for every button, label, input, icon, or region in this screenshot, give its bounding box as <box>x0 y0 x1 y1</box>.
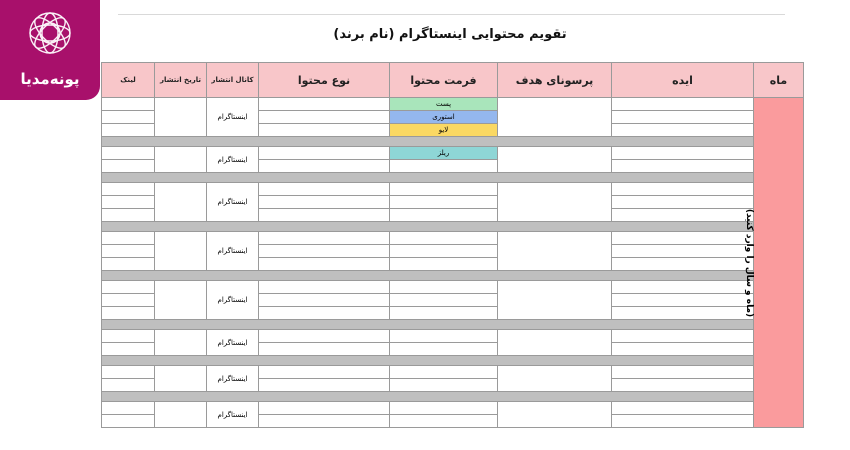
link-cell[interactable] <box>102 330 155 343</box>
format-cell[interactable] <box>390 307 498 320</box>
pattern-logo-icon <box>0 0 100 70</box>
date-cell[interactable] <box>155 147 207 173</box>
channel-cell[interactable]: اینستاگرام <box>207 402 259 428</box>
idea-cell[interactable] <box>612 281 754 294</box>
type-cell[interactable] <box>259 160 390 173</box>
idea-cell[interactable] <box>612 294 754 307</box>
link-cell[interactable] <box>102 160 155 173</box>
table-row <box>102 232 804 245</box>
date-cell[interactable] <box>155 232 207 271</box>
link-cell[interactable] <box>102 258 155 271</box>
format-cell[interactable] <box>390 415 498 428</box>
idea-cell[interactable] <box>612 402 754 415</box>
type-cell[interactable] <box>259 402 390 415</box>
col-format: فرمت محتوا <box>390 63 498 98</box>
type-cell[interactable] <box>259 98 390 111</box>
channel-cell[interactable]: اینستاگرام <box>207 330 259 356</box>
separator-row <box>102 271 804 281</box>
table-row <box>102 330 804 343</box>
format-cell[interactable] <box>390 402 498 415</box>
separator-row <box>102 320 804 330</box>
type-cell[interactable] <box>259 307 390 320</box>
idea-cell[interactable] <box>612 366 754 379</box>
link-cell[interactable] <box>102 402 155 415</box>
persona-cell[interactable] <box>498 183 612 222</box>
format-cell[interactable] <box>390 366 498 379</box>
idea-cell[interactable] <box>612 147 754 160</box>
col-idea: ایده <box>612 63 754 98</box>
link-cell[interactable] <box>102 281 155 294</box>
persona-cell[interactable] <box>498 402 612 428</box>
type-cell[interactable] <box>259 258 390 271</box>
format-cell[interactable] <box>390 379 498 392</box>
date-cell[interactable] <box>155 281 207 320</box>
format-cell-story[interactable]: استوری <box>390 111 498 124</box>
persona-cell[interactable] <box>498 330 612 356</box>
format-cell[interactable] <box>390 281 498 294</box>
date-cell[interactable] <box>155 366 207 392</box>
persona-cell[interactable] <box>498 281 612 320</box>
idea-cell[interactable] <box>612 379 754 392</box>
format-cell-post[interactable]: پست <box>390 98 498 111</box>
type-cell[interactable] <box>259 209 390 222</box>
idea-cell[interactable] <box>612 160 754 173</box>
idea-cell[interactable] <box>612 98 754 111</box>
type-cell[interactable] <box>259 124 390 137</box>
format-cell[interactable] <box>390 245 498 258</box>
link-cell[interactable] <box>102 232 155 245</box>
link-cell[interactable] <box>102 183 155 196</box>
date-cell[interactable] <box>155 402 207 428</box>
format-cell[interactable] <box>390 160 498 173</box>
persona-cell[interactable] <box>498 147 612 173</box>
idea-cell[interactable] <box>612 307 754 320</box>
format-cell[interactable] <box>390 294 498 307</box>
link-cell[interactable] <box>102 307 155 320</box>
separator-row <box>102 356 804 366</box>
link-cell[interactable] <box>102 209 155 222</box>
content-calendar-table <box>101 62 804 428</box>
link-cell[interactable] <box>102 294 155 307</box>
idea-cell[interactable] <box>612 343 754 356</box>
type-cell[interactable] <box>259 111 390 124</box>
idea-cell[interactable] <box>612 209 754 222</box>
persona-cell[interactable] <box>498 98 612 137</box>
separator-row <box>102 173 804 183</box>
idea-cell[interactable] <box>612 111 754 124</box>
idea-cell[interactable] <box>612 245 754 258</box>
month-cell[interactable] <box>743 98 804 428</box>
format-cell[interactable] <box>390 196 498 209</box>
channel-cell[interactable]: اینستاگرام <box>207 366 259 392</box>
top-divider <box>118 14 785 15</box>
link-cell[interactable] <box>102 379 155 392</box>
table-row <box>102 147 804 160</box>
idea-cell[interactable] <box>612 415 754 428</box>
format-cell[interactable] <box>390 183 498 196</box>
idea-cell[interactable] <box>612 330 754 343</box>
format-cell[interactable] <box>390 209 498 222</box>
link-cell[interactable] <box>102 366 155 379</box>
separator-row <box>102 222 804 232</box>
link-cell[interactable] <box>102 245 155 258</box>
channel-cell[interactable]: اینستاگرام <box>207 98 259 137</box>
date-cell[interactable] <box>155 330 207 356</box>
link-cell[interactable] <box>102 147 155 160</box>
page-title: تقویم محتوایی اینستاگرام (نام برند) <box>333 27 567 42</box>
type-cell[interactable] <box>259 294 390 307</box>
brand-logo <box>0 0 100 100</box>
idea-cell[interactable] <box>612 183 754 196</box>
format-cell[interactable] <box>390 343 498 356</box>
link-cell[interactable] <box>102 111 155 124</box>
persona-cell[interactable] <box>498 366 612 392</box>
type-cell[interactable] <box>259 366 390 379</box>
separator-row <box>102 137 804 147</box>
col-date: تاریخ انتشار <box>155 63 207 98</box>
link-cell[interactable] <box>102 124 155 137</box>
persona-cell[interactable] <box>498 232 612 271</box>
idea-cell[interactable] <box>612 124 754 137</box>
date-cell[interactable] <box>155 98 207 137</box>
type-cell[interactable] <box>259 232 390 245</box>
format-cell-reels[interactable]: ریلز <box>390 147 498 160</box>
month-label: (ماه و سال را وارد کنید) <box>743 208 754 317</box>
table-row <box>102 281 804 294</box>
type-cell[interactable] <box>259 183 390 196</box>
separator-row <box>102 392 804 402</box>
header-row <box>102 63 804 98</box>
date-cell[interactable] <box>155 183 207 222</box>
table-row <box>102 366 804 379</box>
link-cell[interactable] <box>102 196 155 209</box>
channel-cell[interactable]: اینستاگرام <box>207 183 259 222</box>
table-row <box>102 98 804 111</box>
col-content-type: نوع محتوا <box>259 63 390 98</box>
type-cell[interactable] <box>259 343 390 356</box>
col-link: لینک <box>102 63 155 98</box>
link-cell[interactable] <box>102 343 155 356</box>
format-cell[interactable] <box>390 258 498 271</box>
table-row <box>102 183 804 196</box>
format-cell[interactable] <box>390 330 498 343</box>
type-cell[interactable] <box>259 147 390 160</box>
type-cell[interactable] <box>259 330 390 343</box>
table-row <box>102 402 804 415</box>
idea-cell[interactable] <box>612 232 754 245</box>
col-channel: کانال انتشار <box>207 63 259 98</box>
channel-cell[interactable]: اینستاگرام <box>207 232 259 271</box>
idea-cell[interactable] <box>612 196 754 209</box>
type-cell[interactable] <box>259 379 390 392</box>
type-cell[interactable] <box>259 415 390 428</box>
col-persona: پرسونای هدف <box>498 63 612 98</box>
link-cell[interactable] <box>102 98 155 111</box>
col-month: ماه <box>754 63 804 98</box>
type-cell[interactable] <box>259 196 390 209</box>
type-cell[interactable] <box>259 281 390 294</box>
channel-cell[interactable]: اینستاگرام <box>207 281 259 320</box>
channel-cell[interactable]: اینستاگرام <box>207 147 259 173</box>
type-cell[interactable] <box>259 245 390 258</box>
link-cell[interactable] <box>102 415 155 428</box>
format-cell[interactable] <box>390 232 498 245</box>
format-cell-live[interactable]: لایو <box>390 124 498 137</box>
brand-name: پونه‌مدیا <box>20 70 80 88</box>
